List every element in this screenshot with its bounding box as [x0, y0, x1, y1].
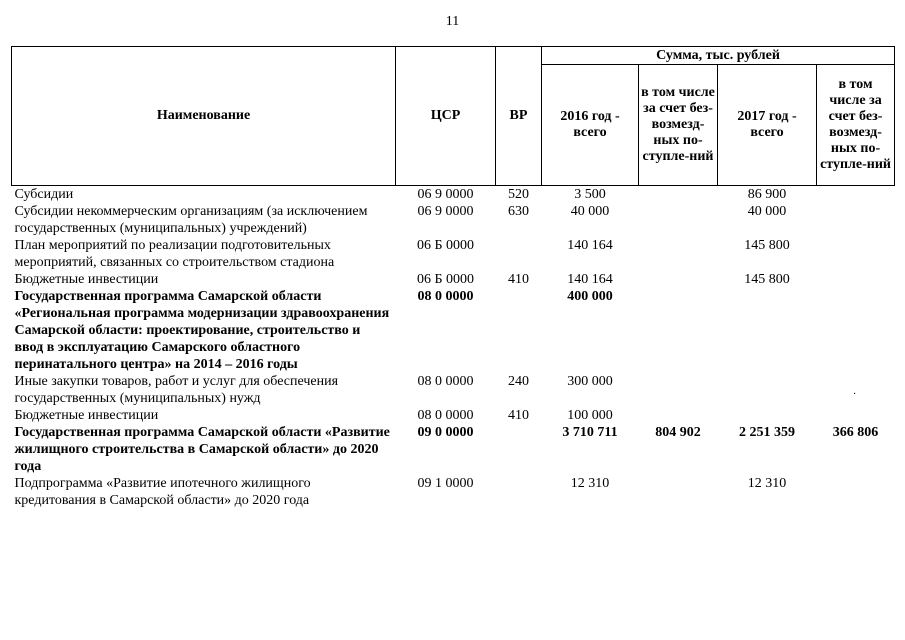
- table-row: [12, 407, 895, 424]
- cell-vr: 520: [508, 187, 529, 202]
- cell-vr: 410: [508, 272, 529, 287]
- table-row: [12, 288, 895, 373]
- cell-vr: [496, 424, 542, 475]
- cell-2016-total: 300 000: [567, 374, 613, 389]
- table-row: [12, 373, 895, 407]
- cell-csr: 06 9 0000: [417, 204, 474, 219]
- cell-2017-total: [718, 288, 817, 373]
- cell-csr: 09 1 0000: [417, 476, 474, 491]
- cell-2017-free: 366 806: [832, 425, 879, 440]
- cell-2016-free: [639, 407, 718, 424]
- cell-2017-free: [817, 271, 895, 288]
- table-row: [12, 186, 895, 204]
- cell-name: Подпрограмма «Развитие ипотечного жилищного кредитования в Самарской области» до 2020 года: [14, 476, 311, 508]
- cell-2016-total: 400 000: [567, 289, 613, 304]
- cell-2016-free: [639, 237, 718, 271]
- cell-2016-total: 140 164: [567, 272, 613, 287]
- cell-2017-total: 145 800: [744, 238, 790, 253]
- cell-csr: 08 0 0000: [417, 374, 474, 389]
- cell-2016-total: 3 710 711: [562, 425, 618, 440]
- page-number: 11: [445, 14, 460, 29]
- cell-2016-total: 40 000: [570, 204, 610, 219]
- cell-2016-total: 140 164: [567, 238, 613, 253]
- cell-2017-free: [817, 203, 895, 237]
- cell-vr: 410: [508, 408, 529, 423]
- header-2016-total: 2016 год - всего: [542, 65, 639, 186]
- cell-2016-total: 100 000: [567, 408, 613, 423]
- cell-name: План мероприятий по реализации подготовительных мероприятий, связанных со строительством стадиона: [14, 238, 335, 270]
- cell-2017-total: 40 000: [747, 204, 787, 219]
- table-row: [12, 271, 895, 288]
- cell-2017-free: [817, 237, 895, 271]
- cell-2016-total: 3 500: [574, 187, 606, 202]
- cell-name: Субсидии некоммерческим организациям (за исключением государственных (муниципальных) учреждений): [14, 204, 368, 236]
- table-row: [12, 237, 895, 271]
- table-row: [12, 424, 895, 475]
- cell-2017-free: [817, 186, 895, 204]
- cell-csr: 06 9 0000: [417, 187, 474, 202]
- cell-name: Государственная программа Самарской области «Региональная программа модернизации здравоохранения Самарской области: проектирование, строительство и ввод в эксплуатацию Самарского областного перинатального центра» на 2014 – 2016 годы: [14, 289, 390, 372]
- header-2017-free: в том числе за счет без-возмезд-ных по-ступле-ний: [817, 65, 895, 186]
- header-2016-free: в том числе за счет без-возмезд-ных по-ступле-ний: [639, 65, 718, 186]
- table-body: [12, 186, 895, 510]
- cell-2017-total: 12 310: [747, 476, 787, 491]
- cell-2017-free: [817, 288, 895, 373]
- cell-2017-total: 86 900: [747, 187, 787, 202]
- header-name: Наименование: [12, 47, 396, 186]
- cell-vr: [496, 475, 542, 509]
- scan-speck: ·: [853, 389, 857, 400]
- cell-csr: 08 0 0000: [417, 408, 474, 423]
- cell-csr: 08 0 0000: [417, 289, 474, 304]
- table-row: [12, 475, 895, 509]
- cell-vr: [496, 237, 542, 271]
- table-header: [12, 47, 895, 186]
- header-2017-total: 2017 год - всего: [718, 65, 817, 186]
- cell-2016-free: [639, 271, 718, 288]
- cell-2016-free: [639, 373, 718, 407]
- budget-table: [11, 46, 895, 509]
- cell-name: Субсидии: [14, 187, 74, 202]
- cell-csr: 06 Б 0000: [416, 272, 475, 287]
- header-vr: ВР: [496, 47, 542, 186]
- table-row: [12, 203, 895, 237]
- cell-2016-free: [639, 203, 718, 237]
- cell-name: Бюджетные инвестиции: [14, 272, 159, 287]
- cell-csr: 06 Б 0000: [416, 238, 475, 253]
- cell-2017-free: [817, 475, 895, 509]
- header-csr: ЦСР: [396, 47, 496, 186]
- cell-2016-free: [639, 186, 718, 204]
- cell-2016-total: 12 310: [570, 476, 610, 491]
- cell-2016-free: [639, 288, 718, 373]
- cell-vr: 630: [508, 204, 529, 219]
- cell-2017-total: 2 251 359: [739, 425, 795, 440]
- cell-2017-total: [718, 407, 817, 424]
- cell-2017-total: [718, 373, 817, 407]
- cell-name: Иные закупки товаров, работ и услуг для обеспечения государственных (муниципальных) нужд: [14, 374, 339, 406]
- cell-name: Государственная программа Самарской области «Развитие жилищного строительства в Самарской области» до 2020 года: [14, 425, 390, 474]
- cell-2017-free: [817, 407, 895, 424]
- cell-csr: 09 0 0000: [417, 425, 474, 440]
- cell-vr: [496, 288, 542, 373]
- header-sum-group: Сумма, тыс. рублей: [542, 47, 895, 65]
- cell-name: Бюджетные инвестиции: [14, 408, 159, 423]
- cell-2016-free: 804 902: [655, 425, 701, 440]
- cell-2016-free: [639, 475, 718, 509]
- cell-vr: 240: [508, 374, 529, 389]
- cell-2017-total: 145 800: [744, 272, 790, 287]
